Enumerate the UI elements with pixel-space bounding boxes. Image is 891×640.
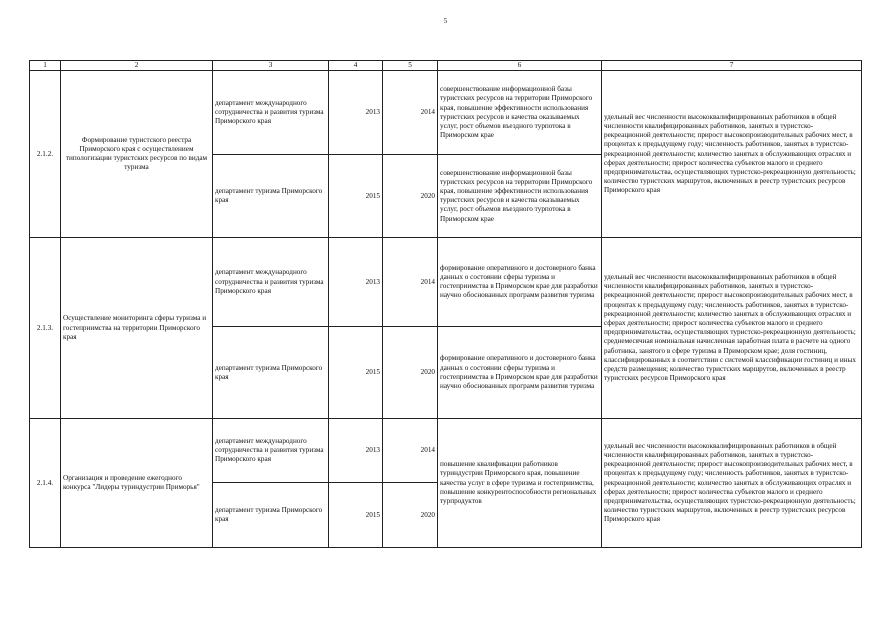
executor-cell: департамент международного сотрудничества и развития туризма Приморского края bbox=[213, 71, 329, 155]
end-year-cell: 2020 bbox=[383, 483, 438, 548]
measures-table bbox=[29, 60, 862, 548]
measure-number: 2.1.4. bbox=[30, 419, 61, 548]
header-cell: 4 bbox=[329, 61, 383, 71]
end-year-cell: 2020 bbox=[383, 327, 438, 419]
header-cell: 2 bbox=[61, 61, 213, 71]
measure-number: 2.1.3. bbox=[30, 238, 61, 419]
end-year-cell: 2014 bbox=[383, 419, 438, 483]
measure-name: Формирование туристского реестра Приморского края с осуществлением типологизации туристских ресурсов по видам туризма bbox=[61, 71, 213, 238]
executor-cell: департамент туризма Приморского края bbox=[213, 155, 329, 238]
result-cell: совершенствование информационной базы туристских ресурсов на территории Приморского края, повышение эффективности использования туристских ресурсов и качества оказываемых услуг, рост объемов въездного турпотока в Приморском крае bbox=[438, 71, 602, 155]
header-cell: 6 bbox=[438, 61, 602, 71]
result-cell: формирование оперативного и достоверного банка данных о состоянии сферы туризма и гостеприимства в Приморском крае для разработки научно обоснованных программ развития туризма bbox=[438, 238, 602, 327]
header-cell: 5 bbox=[383, 61, 438, 71]
header-row bbox=[30, 61, 862, 71]
start-year-cell: 2013 bbox=[329, 238, 383, 327]
result-cell: повышение квалификации работников туриндустрии Приморского края, повышение качества услуг в сфере туризма и гостеприимства, повышение конкурентоспособности региональных турпродуктов bbox=[438, 419, 602, 548]
start-year-cell: 2013 bbox=[329, 71, 383, 155]
executor-cell: департамент международного сотрудничества и развития туризма Приморского края bbox=[213, 419, 329, 483]
end-year-cell: 2014 bbox=[383, 238, 438, 327]
executor-cell: департамент туризма Приморского края bbox=[213, 483, 329, 548]
header-cell: 3 bbox=[213, 61, 329, 71]
page-number: 5 bbox=[443, 17, 448, 25]
end-year-cell: 2014 bbox=[383, 71, 438, 155]
result-cell: формирование оперативного и достоверного банка данных о состоянии сферы туризма и гостеприимства в Приморском крае для разработки научно обоснованных программ развития туризма bbox=[438, 327, 602, 419]
indicator-cell: удельный вес численности высококвалифицированных работников в общей численности квалифицированных работников, занятых в туристско-рекреационной деятельности; прирост высокопроизводительных рабочих мест, в процентах к предыдущему году; численность работников, занятых в туристско-рекреационной деятельности; количество занятых в обслуживающих отраслях и сферах деятельности; прирост количества субъектов малого и среднего предпринимательства, осуществляющих туристско-рекреационную деятельность; количество туристских маршрутов, включенных в реестр туристских ресурсов Приморского края bbox=[602, 419, 862, 548]
measure-name: Организация и проведение ежегодного конкурса "Лидеры туриндустрии Приморья" bbox=[61, 419, 213, 548]
executor-cell: департамент туризма Приморского края bbox=[213, 327, 329, 419]
start-year-cell: 2015 bbox=[329, 483, 383, 548]
table-row bbox=[30, 238, 862, 327]
indicator-cell: удельный вес численности высококвалифицированных работников в общей численности квалифицированных работников, занятых в туристско-рекреационной деятельности; прирост высокопроизводительных рабочих мест, в процентах к предыдущему году; численность работников, занятых в туристско-рекреационной деятельности; количество занятых в обслуживающих отраслях и сферах деятельности; прирост количества субъектов малого и среднего предпринимательства, осуществляющих туристско-рекреационную деятельность; количество туристских маршрутов, включенных в реестр туристских ресурсов Приморского края bbox=[602, 71, 862, 238]
executor-cell: департамент международного сотрудничества и развития туризма Приморского края bbox=[213, 238, 329, 327]
header-cell: 1 bbox=[30, 61, 61, 71]
table-row bbox=[30, 71, 862, 155]
table-row bbox=[30, 419, 862, 483]
start-year-cell: 2015 bbox=[329, 155, 383, 238]
end-year-cell: 2020 bbox=[383, 155, 438, 238]
result-cell: совершенствование информационной базы туристских ресурсов на территории Приморского края, повышение эффективности использования туристских ресурсов и качества оказываемых услуг, рост объемов въездного турпотока в Приморском крае bbox=[438, 155, 602, 238]
header-cell: 7 bbox=[602, 61, 862, 71]
indicator-cell: удельный вес численности высококвалифицированных работников в общей численности квалифицированных работников, занятых в туристско-рекреационной деятельности; прирост высокопроизводительных рабочих мест, в процентах к предыдущему году; численность работников, занятых в туристско-рекреационной деятельности; количество занятых в обслуживающих отраслях и сферах деятельности; прирост количества субъектов малого и среднего предпринимательства, осуществляющих туристско-рекреационную деятельность; среднемесячная номинальная начисленная заработная плата в расчете на одного работника, занятого в сфере туризма в Приморском крае; доля гостиниц, классифицированных в соответствии с системой классификации гостиниц и иных средств размещения; количество туристских маршрутов, включенных в реестр туристских ресурсов Приморского края bbox=[602, 238, 862, 419]
measure-name: Осуществление мониторинга сферы туризма и гостеприимства на территории Приморского края bbox=[61, 238, 213, 419]
start-year-cell: 2015 bbox=[329, 327, 383, 419]
start-year-cell: 2013 bbox=[329, 419, 383, 483]
measure-number: 2.1.2. bbox=[30, 71, 61, 238]
